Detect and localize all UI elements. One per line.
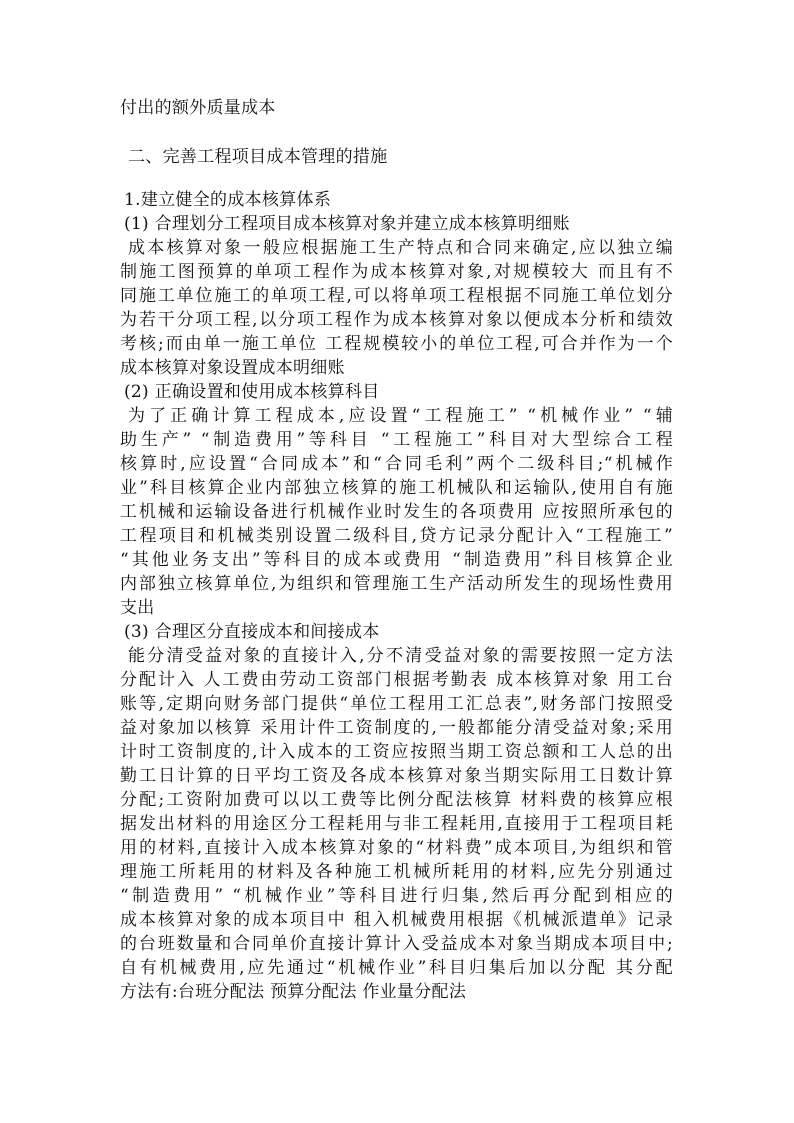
- paragraph-line: 成本核算对象的成本项目中 租入机械费用根据《机械派遣单》记录: [120, 910, 673, 930]
- item-heading: (1) 合理划分工程项目成本核算对象并建立成本核算明细账: [124, 214, 570, 234]
- paragraph-line: 制施工图预算的单项工程作为成本核算对象,对规模较大 而且有不: [120, 262, 673, 282]
- paragraph-line: 益对象加以核算 采用计件工资制度的,一般都能分清受益对象;采用: [120, 718, 673, 738]
- section-heading: 二、完善工程项目成本管理的措施: [128, 147, 388, 167]
- text-line: 付出的额外质量成本: [120, 98, 276, 118]
- paragraph-line: 的台班数量和合同单价直接计算计入受益成本对象当期成本项目中;: [120, 934, 673, 954]
- subsection-heading: 1.建立健全的成本核算体系: [124, 190, 332, 210]
- paragraph-line: 自有机械费用,应先通过“机械作业”科目归集后加以分配 其分配: [120, 958, 673, 978]
- paragraph-line: 考核;而由单一施工单位 工程规模较小的单位工程,可合并作为一个: [120, 334, 673, 354]
- paragraph-line: 支出: [120, 598, 155, 618]
- item-heading: (3) 合理区分直接成本和间接成本: [124, 622, 380, 642]
- item-heading: (2) 正确设置和使用成本核算科目: [124, 382, 380, 402]
- paragraph-line: 助生产” “制造费用”等科目 “工程施工”科目对大型综合工程: [120, 430, 673, 450]
- paragraph-line: 用的材料,直接计入成本核算对象的“材料费”成本项目,为组织和管: [120, 838, 673, 858]
- paragraph-line: 计时工资制度的,计入成本的工资应按照当期工资总额和工人总的出: [120, 742, 673, 762]
- paragraph-line: 成本核算对象一般应根据施工生产特点和合同来确定,应以独立编: [128, 238, 673, 258]
- paragraph-line: 分配;工资附加费可以以工费等比例分配法核算 材料费的核算应根: [120, 790, 673, 810]
- paragraph-line: 工机械和运输设备进行机械作业时发生的各项费用 应按照所承包的: [120, 502, 673, 522]
- paragraph-line: 为了正确计算工程成本,应设置“工程施工” “机械作业” “辅: [128, 406, 673, 426]
- paragraph-line: “制造费用” “机械作业”等科目进行归集,然后再分配到相应的: [120, 886, 673, 906]
- paragraph-line: “其他业务支出”等科目的成本或费用 “制造费用”科目核算企业: [120, 550, 673, 570]
- paragraph-line: 分配计入 人工费由劳动工资部门根据考勤表 成本核算对象 用工台: [120, 670, 673, 690]
- paragraph-line: 账等,定期向财务部门提供“单位工程用工汇总表”,财务部门按照受: [120, 694, 673, 714]
- paragraph-line: 方法有:台班分配法 预算分配法 作业量分配法: [120, 982, 467, 1002]
- paragraph-line: 核算时,应设置“合同成本”和“合同毛利”两个二级科目;“机械作: [120, 454, 673, 474]
- paragraph-line: 工程项目和机械类别设置二级科目,贷方记录分配计入“工程施工”: [120, 526, 673, 546]
- paragraph-line: 勤工日计算的日平均工资及各成本核算对象当期实际用工日数计算: [120, 766, 673, 786]
- paragraph-line: 理施工所耗用的材料及各种施工机械所耗用的材料,应先分别通过: [120, 862, 673, 882]
- paragraph-line: 同施工单位施工的单项工程,可以将单项工程根据不同施工单位划分: [120, 286, 673, 306]
- paragraph-line: 业”科目核算企业内部独立核算的施工机械队和运输队,使用自有施: [120, 478, 673, 498]
- paragraph-line: 能分清受益对象的直接计入,分不清受益对象的需要按照一定方法: [128, 646, 673, 666]
- paragraph-line: 为若干分项工程,以分项工程作为成本核算对象以便成本分析和绩效: [120, 310, 673, 330]
- paragraph-line: 内部独立核算单位,为组织和管理施工生产活动所发生的现场性费用: [120, 574, 673, 594]
- paragraph-line: 成本核算对象设置成本明细账: [120, 358, 345, 378]
- paragraph-line: 据发出材料的用途区分工程耗用与非工程耗用,直接用于工程项目耗: [120, 814, 673, 834]
